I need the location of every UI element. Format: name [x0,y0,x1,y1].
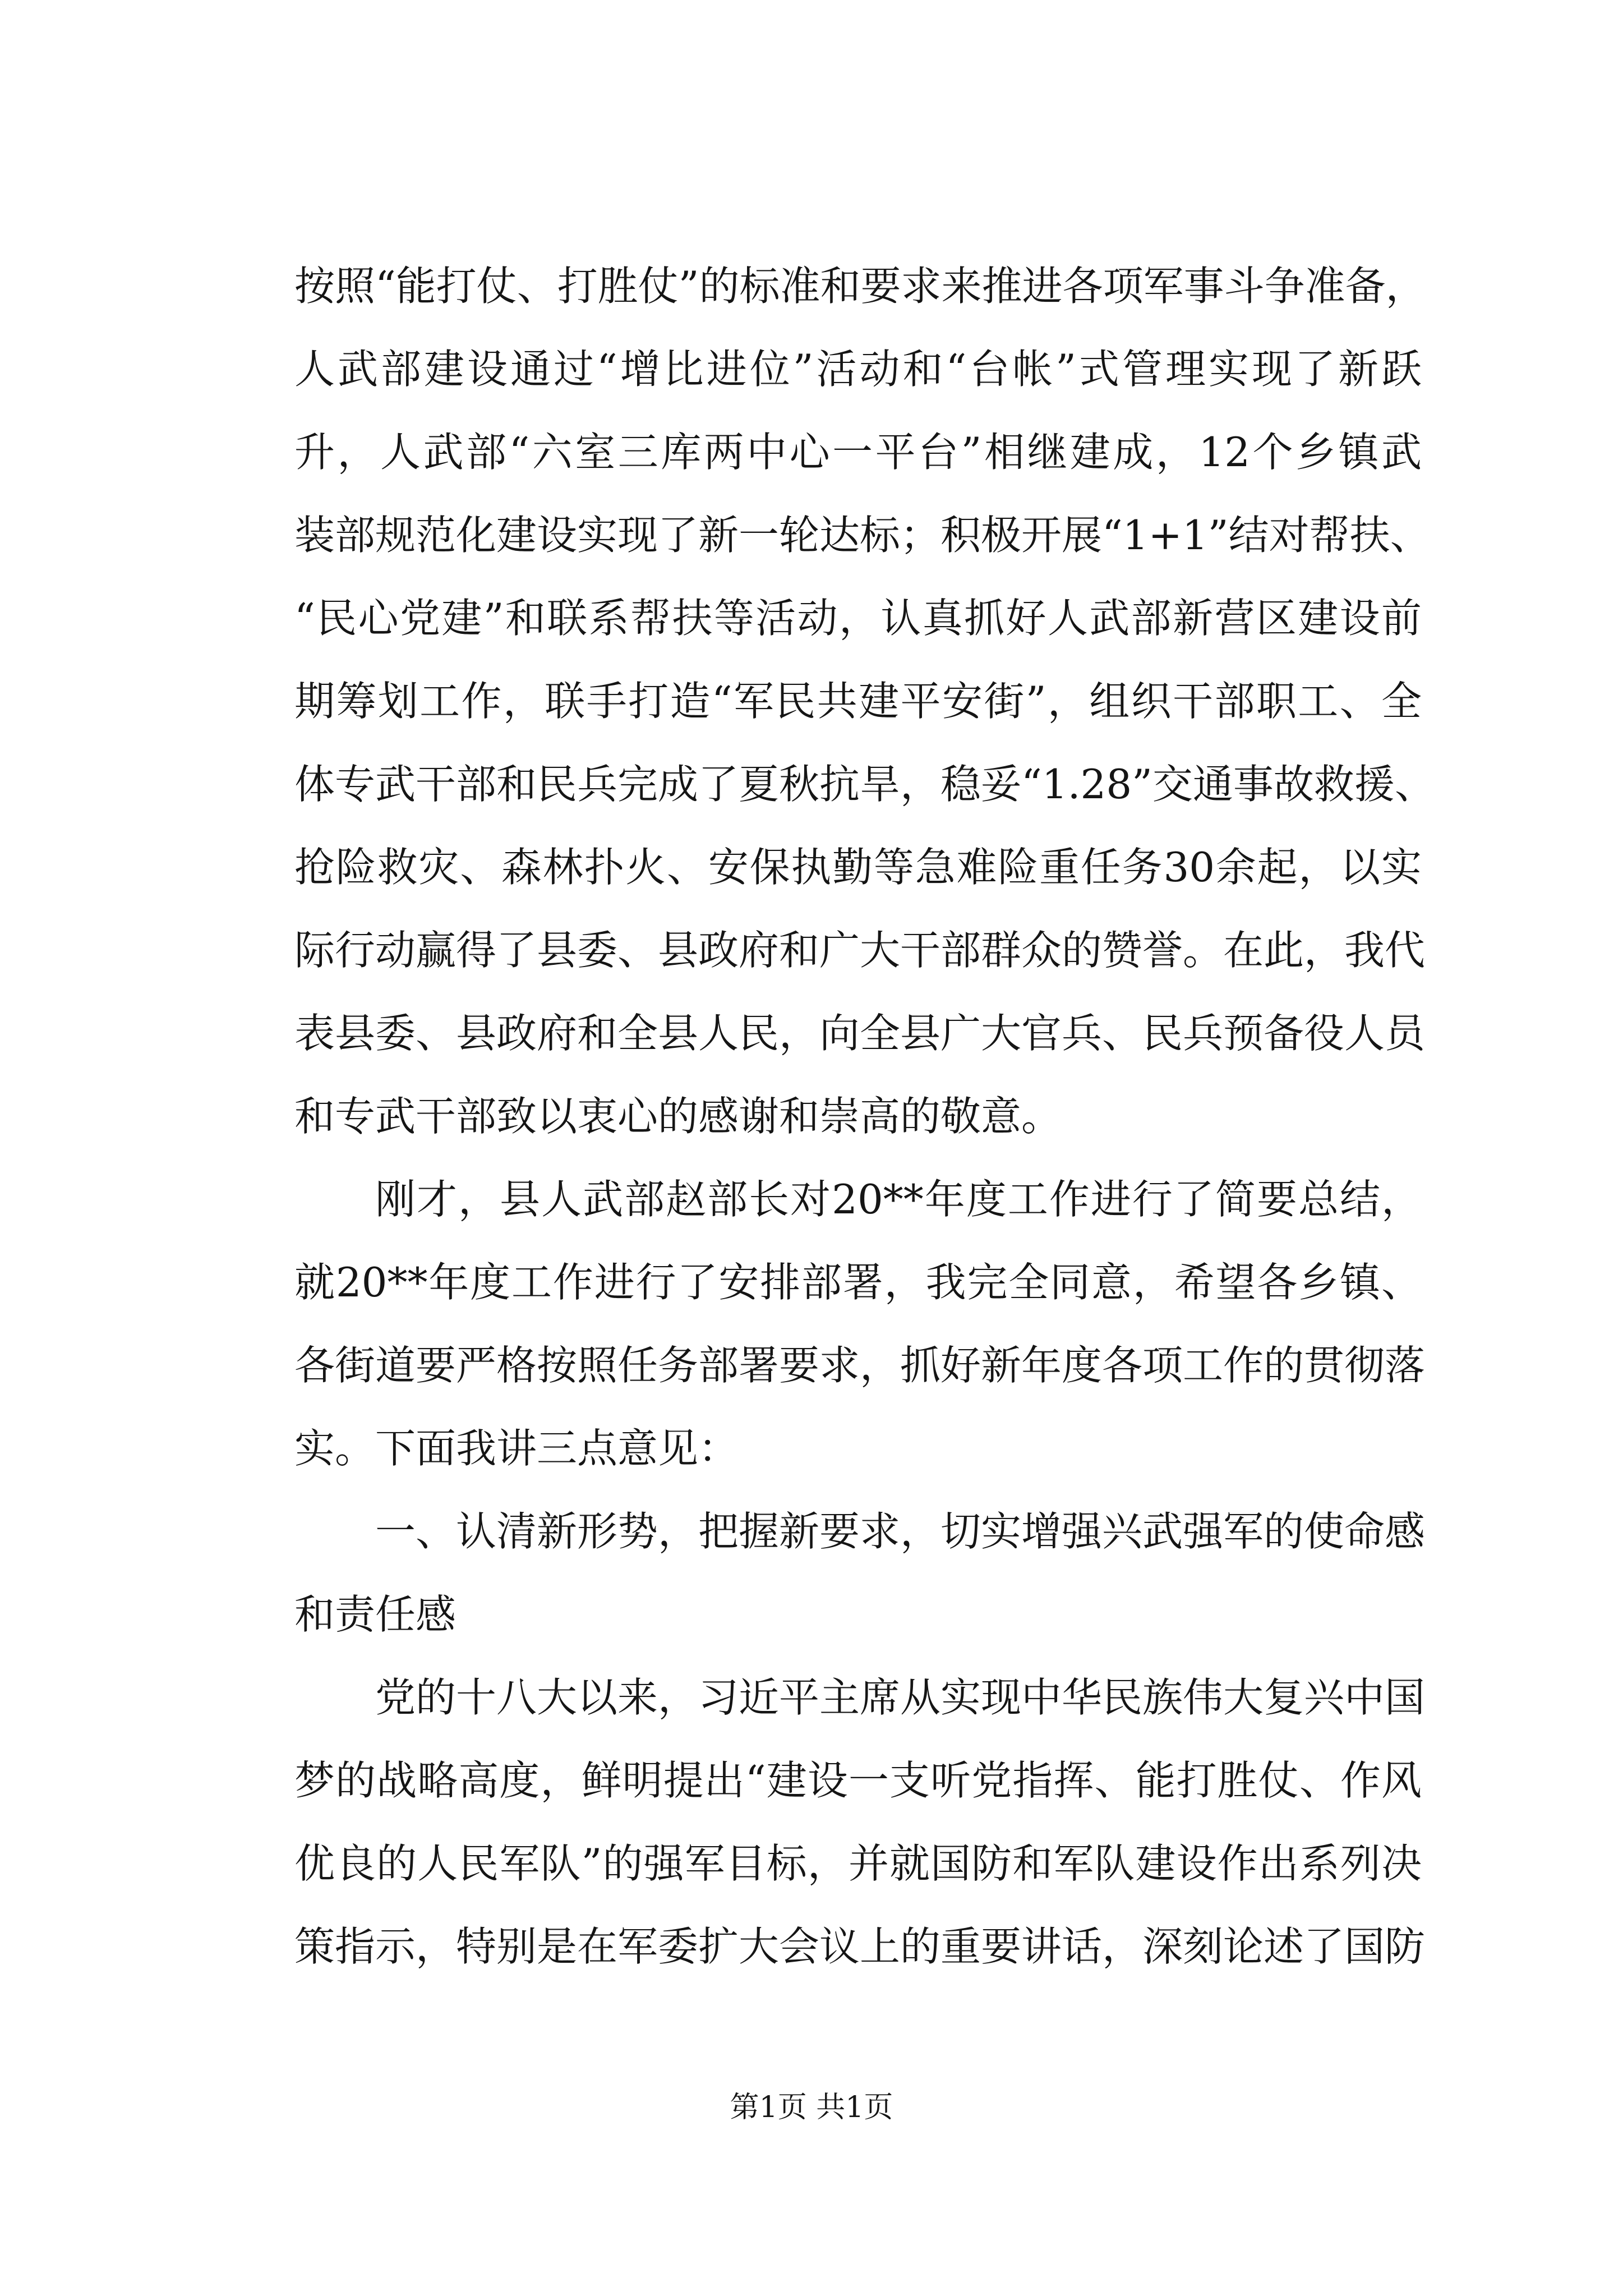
page-footer: 第1页 共1页 [730,2091,893,2124]
text-line: 期筹划工作，联手打造“军民共建平安街”，组织干部职工、全 [294,678,1422,725]
text-line: “民心党建”和联系帮扶等活动，认真抓好人武部新营区建设前 [294,595,1422,642]
text-line: 人武部建设通过“增比进位”活动和“台帐”式管理实现了新跃 [294,346,1422,393]
text-line: 体专武干部和民兵完成了夏秋抗旱，稳妥“1.28”交通事故救援、 [294,761,1435,808]
text-line: 梦的战略高度，鲜明提出“建设一支听党指挥、能打胜仗、作风 [294,1757,1422,1804]
text-line: 就20**年度工作进行了安排部署，我完全同意，希望各乡镇、 [294,1259,1422,1306]
document-body [294,263,1435,2007]
text-line: 和责任感 [294,1591,457,1638]
text-line: 实。下面我讲三点意见： [294,1425,739,1472]
text-line: 和专武干部致以衷心的感谢和崇高的敬意。 [294,1093,1062,1140]
text-line: 各街道要严格按照任务部署要求，抓好新年度各项工作的贯彻落 [294,1342,1426,1389]
text-line: 优良的人民军队”的强军目标，并就国防和军队建设作出系列决 [294,1840,1422,1887]
text-line: 表县委、县政府和全县人民，向全县广大官兵、民兵预备役人员 [294,1010,1426,1057]
text-line: 刚才，县人武部赵部长对20**年度工作进行了简要总结， [375,1176,1422,1223]
text-line: 党的十八大以来，习近平主席从实现中华民族伟大复兴中国 [375,1674,1426,1721]
text-line: 策指示，特别是在军委扩大会议上的重要讲话，深刻论述了国防 [294,1923,1426,1970]
text-line: 一、认清新形势，把握新要求，切实增强兴武强军的使命感 [375,1508,1426,1555]
text-line: 按照“能打仗、打胜仗”的标准和要求来推进各项军事斗争准备， [294,263,1426,310]
text-line: 升，人武部“六室三库两中心一平台”相继建成，12个乡镇武 [294,429,1422,476]
text-line: 装部规范化建设实现了新一轮达标；积极开展“1+1”结对帮扶、 [294,512,1431,559]
text-line: 抢险救灾、森林扑火、安保执勤等急难险重任务30余起，以实 [294,844,1422,891]
text-line: 际行动赢得了县委、县政府和广大干部群众的赞誉。在此，我代 [294,927,1426,974]
